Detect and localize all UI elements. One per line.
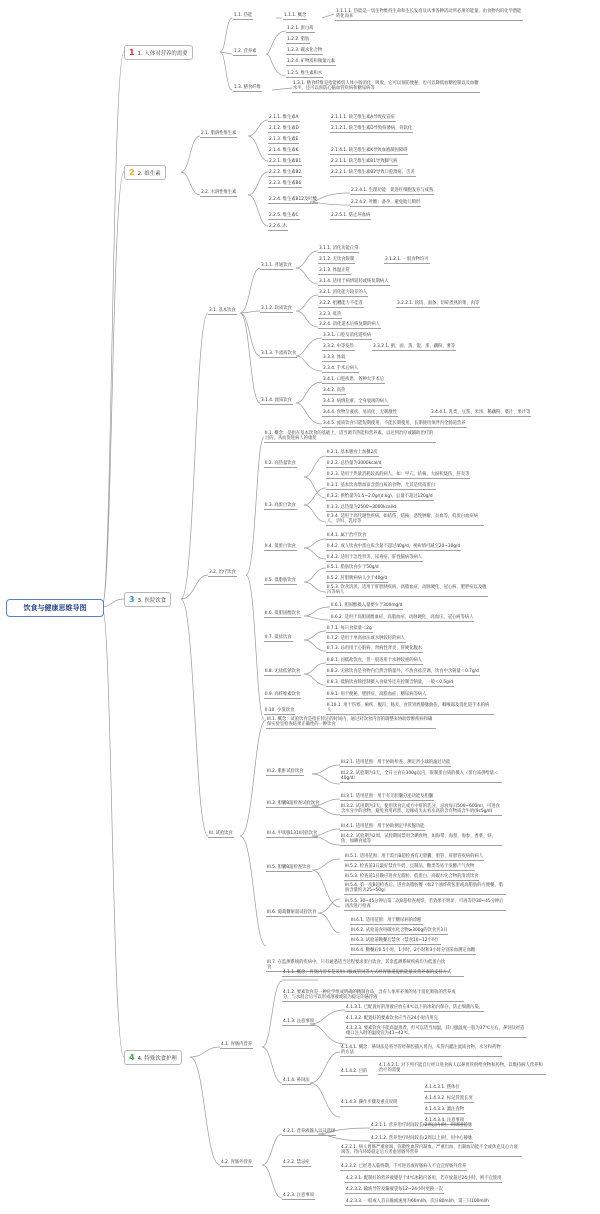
node[interactable]: 3.1. 基本饮食 — [209, 308, 236, 313]
node[interactable]: II.9.1. 用于便秘、肥胖症、高脂血症、糖尿病等病人 — [327, 692, 427, 697]
node[interactable]: 4.1.4.3. 操作步骤及重点说明 — [341, 1100, 398, 1105]
node[interactable]: III.2.2. 试验期为3天，全日主食在300g以内，限制蛋白质的摄入（蛋白质供给量＜40g/d） — [340, 771, 502, 783]
node[interactable]: 1.2.1. 蛋白质 — [287, 26, 314, 31]
node[interactable]: II.3.2. 供给量为1.5~2.0g/(d.kg)，总量不超过120g/d — [327, 494, 433, 499]
node[interactable]: 2.2.6. 水 — [269, 224, 287, 229]
node[interactable]: 3.3.3. 体弱 — [323, 355, 346, 360]
node[interactable]: 4.2.2. 禁忌症 — [283, 1160, 310, 1165]
branch-number: 3 — [129, 595, 135, 604]
node[interactable]: III.6. 葡萄糖耐量试验饮食 — [267, 910, 317, 915]
node[interactable]: III.5.2. 检查前3日最好禁食牛奶、豆制品、糖类等易于发酵产气食物 — [345, 864, 475, 869]
node[interactable]: 2.2.1. 维生素B1 — [269, 159, 302, 164]
node[interactable]: III.7. 在监测系统的疾病中，只有通過适当过程要求蛋白饮食，其余监测系统疾病均为低蛋白饮食 — [266, 960, 448, 972]
node[interactable]: II.2. 高热量饮食 — [265, 461, 296, 466]
node[interactable]: 2.2.2.1. 缺乏维生素B2导致口腔溃疡、舌炎 — [331, 170, 415, 175]
node[interactable]: 1.3.1. 膳食纤维是指能被机人体小肠消化、吸收，它可以预防便秘，也可以降低血糖控制以及血糖水平，还可以预防心脑血管疾病和糖尿病等 — [293, 81, 479, 91]
node[interactable]: II.4.1. 属于治疗饮食 — [327, 533, 367, 538]
node[interactable]: 1.1. 热能 — [234, 13, 253, 18]
node[interactable]: 4.1.3.2. 配置好的要素饮食应当在24小时内用完 — [346, 1016, 438, 1021]
node[interactable]: III.5.1. 适用范围：用于需行B超检查有无胆囊、胆管、肝胆管疾病的病人 — [345, 854, 483, 859]
branch-label: 1. 人体对营养的需要 — [137, 50, 188, 57]
node[interactable]: 4.2.3.2. 输液导管及输液袋每12~24小时更换一次 — [346, 1187, 443, 1192]
node[interactable]: 4.1.4.2. 目的 — [341, 1069, 368, 1074]
node[interactable]: 2.2.1.1. 缺乏维生素B1导致脚气病 — [331, 159, 398, 164]
node[interactable]: 3.1.3. 半流质饮食 — [261, 351, 297, 356]
node[interactable]: 3.3.2.1. 粥、面、蒸、馄、蛋、藕粉、薯等 — [373, 344, 456, 349]
branch-nutrition-needs[interactable] — [124, 45, 193, 60]
node[interactable]: 4.2.2.2. 已经进入临终期，不可逆者或胃肠病人不宜宜胃肠外营养 — [341, 1164, 467, 1169]
node[interactable]: II.7. 低盐饮食 — [265, 635, 292, 640]
node[interactable]: III.1. 概念：试验饮食是指在特定的时间内，通过对饮食内容的调整来协助诊断疾病和确保实验室检查结果正确性的一种饮食 — [266, 717, 436, 729]
node[interactable]: II.2.2. 总热量为3000kcal/d — [327, 461, 382, 466]
branch-number: 2 — [129, 168, 135, 177]
node[interactable]: 4.1.4.3.1. 摆体位 — [425, 1085, 460, 1090]
node[interactable]: II.5.2. 肝胆胰病病人少于40g/d — [327, 576, 388, 581]
node[interactable]: 2.1.1.1. 缺乏维生素A导致夜盲症 — [331, 115, 395, 120]
node[interactable]: 3.1.3. 体温正常 — [319, 268, 350, 273]
node[interactable]: II.3.4. 适用于高代谢性疾病，如结伤、结核、恶性肿瘤、贫血等，低蛋白血症病人，孕妇、乳母等 — [326, 514, 484, 526]
node[interactable]: 3.4.4. 食物呈液状、易消化、无刺激性 — [323, 410, 397, 415]
node[interactable]: II.10.1. 用于伤寒、痢疾、腹泻、肠炎、食管胃底静脉曲张、咽喉部及消化道手术的病人 — [326, 703, 494, 715]
node[interactable]: 4.2. 胃肠外营养 — [221, 1160, 253, 1165]
node[interactable]: II.8.2. 无盐饮食是食物内自然含钠量外，不放食盐烹调，饮食中含钠量＜0.7g/d — [327, 669, 479, 674]
node[interactable]: 3.3.1. 口腔及消化道疾病 — [323, 333, 372, 338]
branch-vitamins[interactable] — [124, 165, 166, 180]
node[interactable]: 3.2.1. 消化能力较差的人 — [319, 290, 368, 295]
node[interactable]: III.4. 甲状腺131I试验饮食 — [267, 831, 318, 836]
node[interactable]: 2.1.4. 维生素K — [269, 148, 299, 153]
node[interactable]: III.6.1. 适用范围：用于糖尿病的诊断 — [351, 918, 422, 923]
node[interactable]: II.4.2. 成人饮食中蛋白质含量不超过40g/d，视病情可减至20~30g/d — [327, 544, 461, 549]
node[interactable]: 2.1.3. 维生素E — [269, 137, 299, 142]
node[interactable]: III.6.3. 试验前晚餐后禁食（禁食10~12小时） — [351, 938, 441, 943]
node[interactable]: III.4.1. 适用范围：用于协助测定甲状腺功能 — [341, 824, 425, 829]
node[interactable]: 3.3.4. 手术后病人 — [323, 366, 359, 371]
node[interactable]: II.2.3. 适用于热量消耗较高的病人，如：甲亢、结核、大面积烧伤、肝炎等 — [327, 472, 470, 477]
node[interactable]: 3.1.2. 软质饮食 — [261, 306, 292, 311]
node[interactable]: 1.3. 膳食纤维 — [234, 85, 261, 90]
node[interactable]: III.6.4. 糖餐后0.5小时、1小时、2小时和3小时分别采血测定血糖 — [351, 948, 476, 953]
node[interactable]: 3.1.4. 适用于病情较轻或恢复期病人 — [319, 279, 389, 284]
node[interactable]: II.2.1. 基本膳食上加餐2次 — [327, 450, 378, 455]
branch-hospital-diet[interactable] — [124, 592, 171, 607]
branch-number: 1 — [129, 48, 135, 57]
node[interactable]: 4.2.2.1. 病人胃肠严重衰竭、弥散性血管内凝血、严重出血、出凝血功能不全或休克及心力衰竭等，待内环境稳定后方考虑胃肠外营养 — [340, 1145, 522, 1157]
node[interactable]: III.3. 胆囊B超检查试验饮食 — [267, 801, 320, 806]
node[interactable]: II.5.3. 饮食清淡，适用于肝胆胰疾病、高脂血症、动脉硬化、冠心病、肥胖症以及腹泻等病人 — [327, 585, 487, 595]
node[interactable]: III.5. 胆囊B超检查饮食 — [267, 865, 311, 870]
node[interactable]: 3.1.4. 流质饮食 — [261, 398, 292, 403]
node[interactable]: 2.1. 脂溶性维生素 — [201, 131, 237, 136]
node[interactable]: III.5.4. 第一次B超检查后，进食高脂肪餐（如2个油炸荷包蛋或高脂肪的方便餐，脂肪含量约为25~50g） — [344, 883, 506, 895]
node[interactable]: II.4. 低蛋白饮食 — [265, 544, 296, 549]
node[interactable]: 2.2.2. 维生素B2 — [269, 170, 302, 175]
node[interactable]: 2.2.3. 维生素B6 — [269, 181, 302, 186]
node[interactable]: 4.2.3.3. 一般成人首日输液速度为60ml/h，次日80ml/h，第三日100ml/h — [346, 1199, 489, 1204]
node[interactable]: 2.1.4.1. 缺乏维生素K导致血液凝固障碍 — [331, 148, 408, 153]
node[interactable]: II.9. 高纤维素饮食 — [265, 692, 301, 697]
node[interactable]: 4.1.3. 注意事项 — [283, 1019, 314, 1024]
branch-label: 3. 医院饮食 — [137, 597, 166, 604]
node[interactable]: II.7.1. 每日食盐量＜2g — [327, 626, 372, 631]
branch-special-diet-care[interactable] — [124, 1050, 182, 1065]
node[interactable]: 4.1. 胃肠内营养 — [221, 1042, 253, 1047]
node[interactable]: II.7.3. 忌用用于心脏病、肾病性肾炎、肝硬化腹水 — [327, 646, 423, 651]
node[interactable]: 2.2. 水溶性维生素 — [201, 190, 237, 195]
node[interactable]: 2.2.5. 维生素C — [269, 213, 299, 218]
node[interactable]: III.6.2. 试验前食用碳水化合物≥300g的饮食共3日 — [351, 928, 448, 933]
node[interactable]: 4.1.4. 鼻饲法 — [283, 1078, 310, 1083]
node[interactable]: II.8.1. 同低盐饮食，但一般适用于水肿较重的病人 — [327, 658, 423, 663]
node[interactable]: II.5. 低脂肪饮食 — [265, 578, 296, 583]
node[interactable]: 1.2.5. 维生素和水 — [287, 71, 323, 76]
node[interactable]: III.3.2. 试用期为3天，使用饮食完成方中肝的乳分，忌食每日500~600ml，可进食含水分少的食物，避免食用鸡蛋、边缘成失去看水高的含有物质含牛奶(9c5g/d) — [340, 804, 502, 816]
node[interactable]: 3.1.2. 无饮食限制 — [319, 257, 355, 262]
node[interactable]: II.3. 高蛋白饮食 — [265, 503, 296, 508]
node[interactable]: 4.1.2. 要素饮食是一种化学组成明确的精制食品，含有人体所必须的易于消化吸收的营养成分，与水混合后可以形成溶液或较为稳定的悬浮液 — [282, 990, 464, 1002]
node[interactable]: 3.4.2. 高热 — [323, 388, 346, 393]
node[interactable]: 1.1.1. 概念 — [284, 13, 307, 18]
node[interactable]: 1.1.1.1. 热能是一切生物维持生命和生长发育及从事各种活动所必须的能量，由食物内的化学潜能转化而来 — [336, 9, 522, 19]
node[interactable]: II.10. 少渣饮食 — [265, 708, 295, 713]
root-topic[interactable]: 饮食与健康思维导图 — [6, 599, 104, 617]
node[interactable]: 4.2.3.1. 配制好的营养液储存于4℃冰箱内备用，若存放超过24小时，则不宜使用 — [346, 1176, 502, 1181]
node[interactable]: III.2. 肌酐试验饮食 — [267, 769, 304, 774]
branch-label: 4. 特殊饮食护理 — [137, 1055, 177, 1062]
node[interactable]: III. 试验饮食 — [209, 831, 233, 836]
node[interactable]: 2.2.4.1. 生理功能：促进红细胞发育与成熟 — [351, 188, 434, 193]
node[interactable]: III.2.1. 适用范围：用于协助检查、测定肾小球的滤过功能 — [341, 760, 451, 765]
node[interactable]: 4.2.3. 注意事项 — [283, 1193, 314, 1198]
node[interactable]: III.3.1. 适用范围：用于有无胆囊分泌功能及胆囊 — [341, 794, 434, 799]
node[interactable]: 3.4.5. 流质饮食只能短期使用，不能长期使用，长期使用须伴内全肠道营养 — [323, 421, 466, 426]
node[interactable]: 4.1.1. 概念：胃肠内营养是采用口服或管饲等方式经胃肠道提供能量及营养素的支持方式 — [282, 970, 464, 977]
node[interactable]: 1.2.2. 脂肪 — [287, 37, 310, 42]
node[interactable]: 4.1.4.3.4. 注意事项 — [425, 1118, 465, 1123]
node[interactable]: 2.1.2.1. 缺乏维生素D导致佝偻病、骨软化 — [331, 126, 413, 131]
node[interactable]: 3.1.1. 消化功能正常 — [319, 246, 359, 251]
node[interactable]: II.6. 低胆固醇饮食 — [265, 611, 301, 616]
node[interactable]: 3.2. 治疗饮食 — [209, 570, 236, 575]
node[interactable]: 3.4.3. 病情危重、全身衰竭的病人 — [323, 399, 389, 404]
node[interactable]: 2.2.4. 维生素B12及叶酸 — [269, 197, 317, 202]
node[interactable]: II.8.3. 低钠饮食除控制摄入食盐外还应控制含钠量，一般＜0.5g/d — [327, 680, 454, 685]
node[interactable]: 1.2. 营养素 — [234, 49, 257, 54]
node[interactable]: 3.2.4. 消化道术后恢复期的病人 — [319, 322, 380, 327]
node[interactable]: III.5.5. 30~45分钟后第二次B超检查观察，若效果不明显，可再等待30~45分钟后再次进行检查 — [344, 899, 506, 911]
node[interactable]: II.4.3. 适用于急性肾炎、尿毒症、肝性脑病等病人 — [327, 555, 423, 560]
node[interactable]: 4.1.4.2.1. 对下列不能自行经口进食病人以鼻胃管供给食物和药物，以维持病人营养和治疗的需要 — [378, 1063, 546, 1075]
node[interactable]: 3.2.2.1. 软饭、面条、切碎煮熟的菜、肉等 — [397, 301, 480, 306]
node[interactable]: 4.2.1.1. 营养治疗时间较长(2周以内)时，用周围静脉 — [371, 1123, 473, 1128]
node[interactable]: 2.2.5.1. 防止坏血病 — [331, 213, 371, 218]
node[interactable]: 3.4.4.1. 乳类、豆浆、米汤、稀藕粉、菜汁、果汁等 — [431, 410, 531, 415]
node[interactable]: 3.2.2. 咀嚼能力不佳者 — [319, 301, 363, 306]
node[interactable]: 3.2.3. 低热 — [319, 312, 342, 317]
node[interactable]: II.6.1. 胆固醇摄入量要少于300mg/d — [331, 603, 403, 608]
node[interactable]: 3.3.2. 中等发热 — [323, 344, 354, 349]
node[interactable]: II.3.3. 总热量为2500~3000kcal/d — [327, 505, 396, 510]
node[interactable]: II.7.2. 适用于单高血压或水肿较轻的病人 — [327, 636, 405, 641]
node[interactable]: II.1. 概念：是指在基本饮食的基础上，适当调节热能和营养素，以达到治疗或辅助治疗的目的，从而促进病人的康复 — [264, 431, 436, 443]
node[interactable]: II.8. 无盐低钠饮食 — [265, 669, 301, 674]
node[interactable]: 4.1.4.3.2. 标记管置长度 — [425, 1096, 473, 1101]
branch-label: 2. 维生素 — [137, 170, 161, 177]
node[interactable]: 4.2.1. 营养液输入以及选择 — [283, 1129, 336, 1134]
node[interactable]: 4.2.1.2. 营养治疗时间较长(2周以上)时，用中心静脉 — [371, 1136, 473, 1141]
node[interactable]: II.5.1. 脂肪饮食少于50g/d — [327, 565, 379, 570]
node[interactable]: 2.2.4.2. 叶酸：备孕、避免胎儿畸形 — [351, 200, 421, 205]
node[interactable]: II.3.1. 基本饮食增加富含蛋白质的食物，尤其是优质蛋白 — [327, 483, 435, 488]
node[interactable]: 3.1.2.1. 一般食物均可 — [385, 257, 429, 262]
node[interactable]: 4.1.3.3. 要素饮食不能高温蒸煮，但可以适当加温，其口服温度一般为37℃左右，鼻饲及经造瘘口注入时的温度宜为41~42℃。 — [345, 1026, 527, 1038]
node[interactable]: 3.1.1. 普通饮食 — [261, 263, 292, 268]
node[interactable]: 2.1.2. 维生素D — [269, 126, 299, 131]
node[interactable]: 1.2.3. 碳水化合物 — [287, 48, 323, 53]
node[interactable]: 2.1.1. 维生素A — [269, 115, 299, 120]
node[interactable]: III.4.2. 试验期为2周，试验期间禁用含碘食物，如海带、海蜇、海参、香菜、虾、鱼、加碘食盐等 — [340, 834, 502, 846]
node[interactable]: 4.1.3.1. 已配置好的溶液应放在4℃以下的冰箱内保存，防止细菌污染。 — [346, 1005, 484, 1010]
node[interactable]: 4.1.4.3.3. 灌注食物 — [425, 1107, 465, 1112]
node[interactable]: III.5.3. 检查前1日晚应进食无脂肪、低蛋白、高碳水化合物的清淡饮食 — [345, 874, 479, 879]
node[interactable]: II.6.2. 适用于高胆固醇血症、高脂血症、动脉硬化、高血压、冠心病等病人 — [331, 615, 474, 620]
node[interactable]: 3.4.1. 口腔疾患、各种大手术后 — [323, 377, 384, 382]
branch-number: 4 — [129, 1053, 135, 1062]
node[interactable]: 1.2.4. 矿物质和微量元素 — [287, 59, 336, 64]
node[interactable]: 4.1.4.1. 概念：鼻饲法是将导管经鼻腔插入胃内，从管内灌注流质食物、水分和药物的方法 — [341, 1045, 501, 1055]
